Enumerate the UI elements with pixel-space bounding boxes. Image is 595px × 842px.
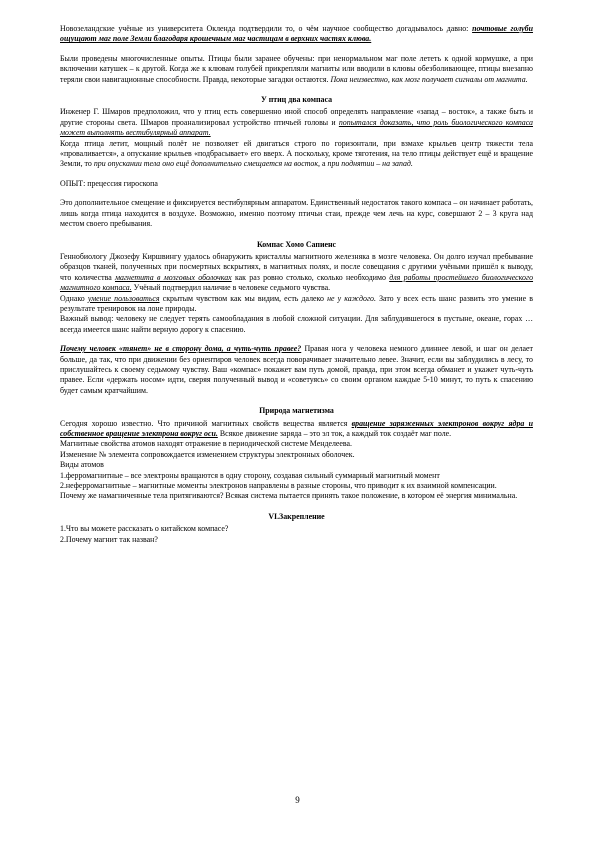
paragraph-shmarov xyxy=(60,107,533,138)
heading-bird-compasses: У птиц два компаса xyxy=(260,95,333,105)
line-ferromagnetic: 1.ферромагнитные – все электроны вращаются в одну сторону, создавая сильный суммарный магнитный момент xyxy=(60,470,440,480)
kirschvink-compass: для работы простейшего биологического магнитного компаса. xyxy=(60,272,534,293)
paragraph-experiments xyxy=(60,54,533,85)
experiments-note: Пока неизвестно, как мозг получает сигналы от магнита. xyxy=(330,74,528,84)
flight-west: при поднятии – на запад. xyxy=(327,159,413,169)
intro-text: Новозеландские учёные из университета Окленда подтвердили то, о чём научное сообщество догадывалось давно: xyxy=(60,24,469,33)
kirschvink-text-3: Учёный подтвердил наличие в человеке седьмого чувства. xyxy=(133,283,331,293)
right-drift-text: Правая нога у человека немного длиннее левой, и шаг он делает больше, да так, что при движении без ориентиров человек всегда поворачивает значительно левее. Значит, если вы заблудились в лесу, то прислушайтесь к своему седьмому чувству. Ваш «компас» покажет вам путь домой, правда, при этом всегда обманет и укажет чуть-чуть правее. Если «держать носом» идти, сверяя полученный вывод и «советуясь» со своим органом каждые 5-10 минут, то путь к спасению будет самым кратчайшим. xyxy=(60,344,533,395)
heading-nature-of-magnetism: Природа магнетизма xyxy=(259,406,334,416)
line-attraction: Почему же намагниченные тела притягиваются? Всякая система пытается принять такое положение, в котором её энергия минимальна. xyxy=(60,491,518,501)
experiment-label: ОПЫТ: прецессия гироскопа xyxy=(60,178,158,188)
line-atom-types: Виды атомов xyxy=(60,460,104,470)
paragraph-conclusion: Важный вывод: человеку не следует терять самообладания в любой сложной ситуации. Для заблудившегося в пустыне, океане, горах … всегда имеется шанс найти верную дорогу к спасению. xyxy=(60,314,533,334)
skill-highlight: умение пользоваться xyxy=(87,293,160,303)
kirschvink-text: Геннобиологу Джозефу Киршвингу удалось обнаружить кристаллы магнитного железняка в мозге человека. Он долго изучал пребывание образцов тканей, полученных при посмертных вскрытиях, в магнитных полях, и после совещания с другими учёными пришёл к выводу, что количества xyxy=(60,251,533,282)
skill-text-3: Зато у всех есть шанс развить это умение в результате тренировок на лоне природы. xyxy=(60,293,533,313)
shmarov-text: Инженер Г. Шмаров предположил, что у птиц есть совершенно иной способ определять направление «запад – восток», а также быть и другие стороны света. Шмаров проанализировал устройство птичьей головы и xyxy=(60,107,533,127)
flight-east: при опускании тела оно ещё дополнительно смещается на восток, xyxy=(93,159,321,169)
paragraph-flight xyxy=(60,139,533,170)
paragraph-pigeons-intro xyxy=(60,24,533,45)
kirschvink-text-2: как раз ровно столько, сколько необходимо xyxy=(234,272,386,282)
kirschvink-magnetite: магнетита в мозговых оболочках xyxy=(115,272,232,282)
line-periodic-table: Магнитные свойства атомов находят отражение в периодической системе Менделеева. xyxy=(60,439,352,449)
question-2: 2.Почему магнит так назван? xyxy=(60,534,158,544)
flight-text: Когда птица летит, мощный полёт не позволяет ей двигаться строго по горизонтали, при взмахе крыльев центр тяжести тела «проваливается», а опускание крыльев «подбрасывает» его вверх. А поскольку, кроме тяготения, на тело птицы действует ещё и вращение Земли, то xyxy=(60,138,533,169)
intro-highlight: почтовые голуби ощущают маг поле Земли благодаря крошечным маг частицам в верхних частях клюва. xyxy=(60,24,533,44)
heading-homo-sapiens-compass: Компас Хомо Сапиенс xyxy=(256,239,337,249)
paragraph-right-drift xyxy=(60,344,533,396)
skill-text: Однако xyxy=(60,293,85,303)
magnetism-highlight: вращение заряженных электронов вокруг ядра и собственное вращение электрона вокруг оси. xyxy=(60,418,533,438)
paragraph-magnetism xyxy=(60,419,533,440)
skill-highlight-2: не у каждого. xyxy=(327,293,376,303)
heading-reinforcement: VI.Закрепление xyxy=(268,511,325,521)
paragraph-vestibular: Это дополнительное смещение и фиксируется вестибулярным аппаратом. Единственный недостаток такого компаса – он начинает работать, лишь когда птица находится в воздухе. Возможно, именно поэтому птичьи стаи, прежде чем лечь на курс, совершают 2 – 3 круга над местом своего пребывания. xyxy=(60,198,533,229)
paragraph-skill xyxy=(60,294,533,315)
right-drift-question: Почему человек «тянет» не в сторону дома, а чуть-чуть правее? xyxy=(60,344,302,354)
question-1: 1.Что вы можете рассказать о китайском компасе? xyxy=(60,524,229,534)
magnetism-text: Сегодня хорошо известно. Что причиной магнитных свойств вещества является xyxy=(60,418,348,428)
magnetism-text-2: Всякое движение заряда – это эл ток, а каждый ток создаёт маг поле. xyxy=(219,429,452,438)
experiments-text: Были проведены многочисленные опыты. Птицы были заранее обучены: при ненормальном маг поле лететь к одной кормушке, а при включении катушек – к другой. Когда же к клювам голубей прикрепляли магниты или вводили в клювы обезболивающее, птицы внезапно теряли свои навигационные способности. Правда, некоторые загадки остаются. xyxy=(60,53,533,84)
line-element-number: Изменение № элемента сопровождается изменением структуры электронных оболочек. xyxy=(60,449,355,459)
skill-text-2: скрытым чувством как мы видим, есть далеко xyxy=(162,293,324,303)
page-number: 9 xyxy=(295,795,300,805)
paragraph-kirschvink xyxy=(60,252,533,294)
line-non-ferromagnetic: 2.неферромагнитные – магнитные моменты электронов направлены в разные стороны, что приводит к их взаимной компенсации. xyxy=(60,481,497,491)
flight-and: а xyxy=(322,159,326,169)
shmarov-highlight: попытался доказать, что роль биологического компаса может выполнять вестибулярный аппарат. xyxy=(60,117,533,138)
